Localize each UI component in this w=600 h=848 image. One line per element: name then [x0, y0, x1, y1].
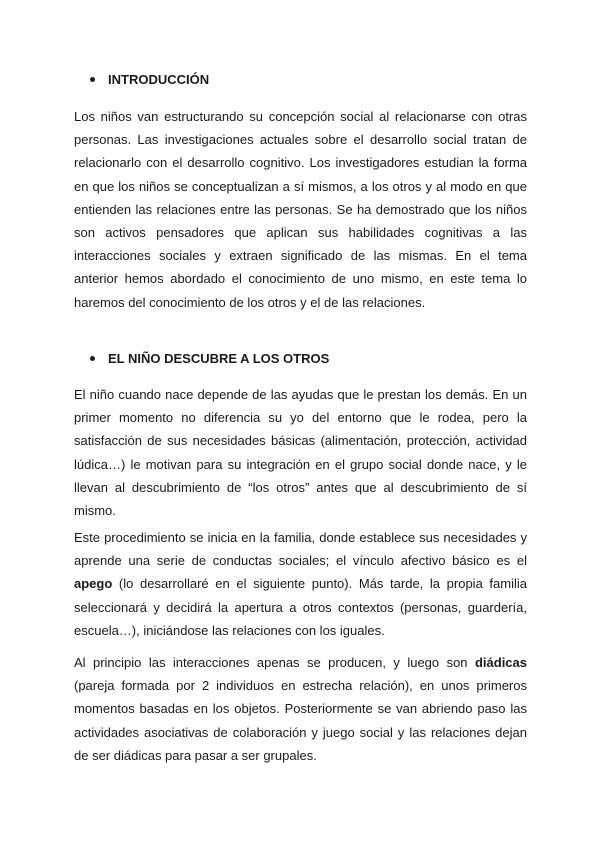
paragraph-text: Al principio las interacciones apenas se producen, y luego son — [74, 655, 475, 670]
section-heading-introduccion: INTRODUCCIÓN — [108, 72, 210, 87]
bullet-icon — [90, 77, 95, 82]
paragraph-introduccion: Los niños van estructurando su concepción social al relacionarse con otras personas. Las investigaciones actuales sobre el desarrollo social tratan de relacionarlo con el desarrollo cognitivo. Los investigadores estudian la forma en que los niños se conceptualizan a sí mismos, a los otros y al modo en que entienden las relaciones entre las personas. Se ha demostrado que los niños son activos pensadores que aplican sus habilidades cognitivas a las interacciones sociales y extraen significado de las mismas. En el tema anterior hemos abordado el conocimiento de uno mismo, en este tema lo haremos del conocimiento de los otros y el de las relaciones. — [74, 109, 527, 310]
paragraph-text: (lo desarrollaré en el siguiente punto). Más tarde, la propia familia seleccionará y decidirá la apertura a otros contextos (personas, guardería, escuela…), iniciándose las relaciones con los iguales. — [74, 576, 527, 638]
bold-term-diadicas: diádicas — [474, 655, 527, 670]
bullet-icon — [90, 356, 95, 361]
section-heading-nino-descubre: EL NIÑO DESCUBRE A LOS OTROS — [108, 351, 330, 366]
paragraph-procedimiento — [74, 526, 527, 642]
paragraph-nino-nace: El niño cuando nace depende de las ayudas que le prestan los demás. En un primer momento no diferencia su yo del entorno que le rodea, pero la satisfacción de sus necesidades básicas (alimentación, protección, actividad lúdica…) le motivan para su integración en el grupo social donde nace, y le llevan al descubrimiento de “los otros” antes que al descubrimiento de sí mismo. — [74, 387, 527, 519]
paragraph-text: Este procedimiento se inicia en la familia, donde establece sus necesidades y aprende una serie de conductas sociales; el vínculo afectivo básico es el — [74, 530, 527, 569]
paragraph-text: (pareja formada por 2 individuos en estrecha relación), en unos primeros momentos basadas en los objetos. Posteriormente se van abriendo paso las actividades asociativas de colaboración y juego social y las relaciones dejan de ser diádicas para pasar a ser grupales. — [74, 678, 527, 763]
paragraph-interacciones — [74, 651, 527, 767]
bold-term-apego: apego — [74, 576, 113, 592]
